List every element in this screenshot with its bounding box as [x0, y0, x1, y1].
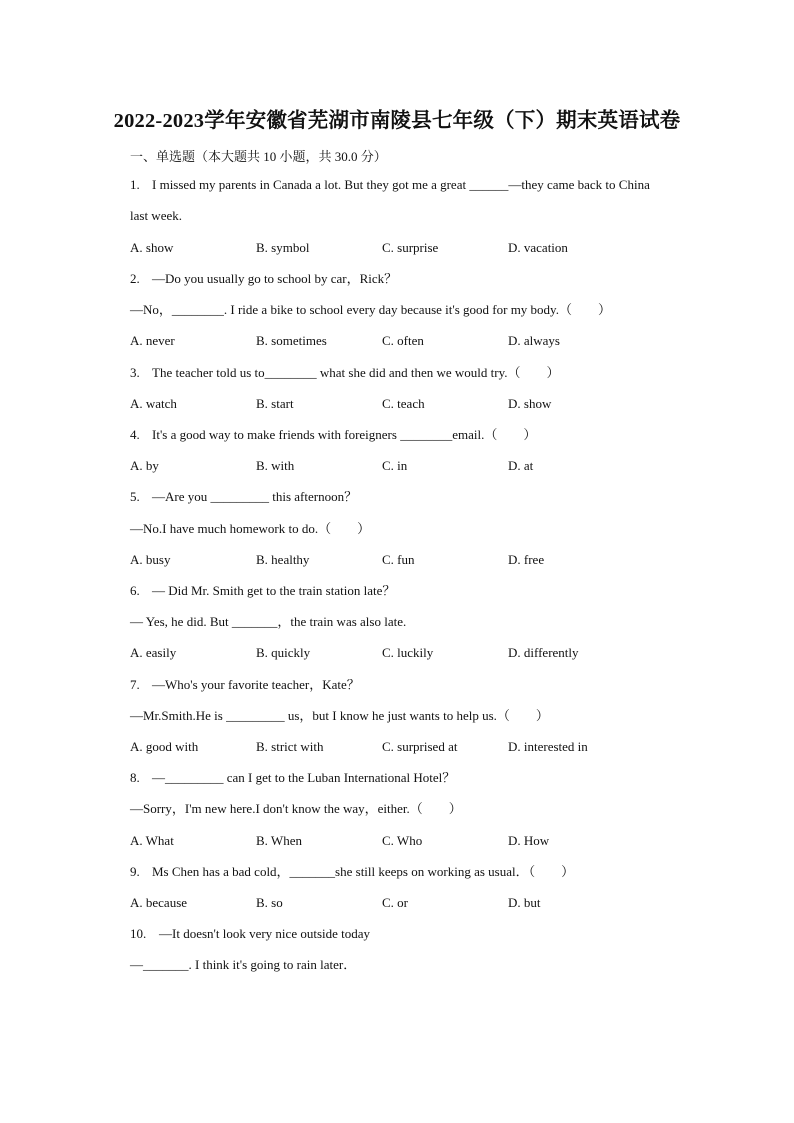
option-a[interactable]: A. easily	[130, 645, 177, 660]
option-b[interactable]: B. so	[256, 895, 283, 910]
question-1-line-2: last week.	[130, 208, 182, 223]
option-d[interactable]: D. differently	[508, 645, 579, 660]
question-10-line-1	[130, 926, 370, 942]
question-2-line-1	[130, 271, 397, 287]
option-d[interactable]: D. interested in	[508, 739, 588, 754]
question-text: The teacher told us to________ what she did and then we would try.（ ）	[152, 365, 560, 380]
option-c[interactable]: C. fun	[382, 552, 415, 567]
question-text: —It doesn't look very nice outside today	[159, 926, 371, 941]
option-b[interactable]: B. sometimes	[256, 333, 327, 348]
option-b[interactable]: B. quickly	[256, 645, 311, 660]
question-7-line-1	[130, 677, 360, 693]
question-number: 3.	[130, 365, 140, 380]
option-a[interactable]: A. show	[130, 240, 174, 255]
question-number: 9.	[130, 864, 140, 879]
question-10-line-2: —_______. I think it's going to rain later．	[130, 957, 357, 972]
option-c[interactable]: C. teach	[382, 396, 425, 411]
option-a[interactable]: A. because	[130, 895, 188, 910]
question-9-line-1	[130, 864, 574, 880]
option-c[interactable]: C. in	[382, 458, 408, 473]
option-c[interactable]: C. Who	[382, 833, 423, 848]
option-a[interactable]: A. watch	[130, 396, 177, 411]
question-4-line-1	[130, 427, 536, 443]
page-title: 2022-2023学年安徽省芜湖市南陵县七年级（下）期末英语试卷	[113, 110, 681, 132]
question-2-line-2: —No，________. I ride a bike to school every day because it's good for my body.（ ）	[130, 302, 611, 317]
question-number: 2.	[130, 271, 140, 286]
section-heading: 一、单选题（本大题共 10 小题，共 30.0 分）	[130, 149, 387, 164]
question-text: —Are you _________ this afternoon？	[152, 489, 358, 504]
option-b[interactable]: B. start	[256, 396, 294, 411]
question-text: I missed my parents in Canada a lot. But they got me a great ______—they came back to China	[152, 177, 650, 192]
question-6-line-2: — Yes, he did. But _______，the train was also late.	[130, 614, 407, 629]
option-d[interactable]: D. at	[508, 458, 534, 473]
question-text: Ms Chen has a bad cold，_______she still keeps on working as usual．（ ）	[152, 864, 575, 879]
option-d[interactable]: D. free	[508, 552, 545, 567]
option-c[interactable]: C. often	[382, 333, 424, 348]
option-b[interactable]: B. symbol	[256, 240, 310, 255]
question-text: It's a good way to make friends with foreigners ________email.（ ）	[152, 427, 537, 442]
question-text: —Do you usually go to school by car，Rick？	[152, 271, 398, 286]
question-number: 8.	[130, 770, 140, 785]
question-number: 1.	[130, 177, 140, 192]
option-c[interactable]: C. surprise	[382, 240, 439, 255]
question-8-line-2: —Sorry，I'm new here.I don't know the way，either.（ ）	[130, 801, 462, 816]
question-8-line-1	[130, 770, 455, 786]
option-a[interactable]: A. by	[130, 458, 159, 473]
question-number: 6.	[130, 583, 140, 598]
option-b[interactable]: B. When	[256, 833, 302, 848]
option-d[interactable]: D. How	[508, 833, 550, 848]
option-d[interactable]: D. always	[508, 333, 560, 348]
option-b[interactable]: B. healthy	[256, 552, 310, 567]
question-text: —_________ can I get to the Luban International Hotel？	[152, 770, 456, 785]
option-c[interactable]: C. or	[382, 895, 408, 910]
question-number: 4.	[130, 427, 140, 442]
question-3-line-1	[130, 365, 560, 381]
question-5-line-1	[130, 489, 357, 505]
question-5-line-2: —No.I have much homework to do.（ ）	[130, 521, 371, 536]
question-text: — Did Mr. Smith get to the train station late？	[152, 583, 396, 598]
option-c[interactable]: C. surprised at	[382, 739, 458, 754]
option-a[interactable]: A. busy	[130, 552, 171, 567]
option-d[interactable]: D. vacation	[508, 240, 568, 255]
option-c[interactable]: C. luckily	[382, 645, 434, 660]
option-a[interactable]: A. good with	[130, 739, 199, 754]
option-a[interactable]: A. never	[130, 333, 175, 348]
question-1-line-1	[130, 177, 650, 193]
question-7-line-2: —Mr.Smith.He is _________ us，but I know he just wants to help us.（ ）	[130, 708, 549, 723]
question-6-line-1	[130, 583, 395, 599]
option-b[interactable]: B. strict with	[256, 739, 324, 754]
question-number: 5.	[130, 489, 140, 504]
option-b[interactable]: B. with	[256, 458, 295, 473]
question-number: 7.	[130, 677, 140, 692]
option-d[interactable]: D. show	[508, 396, 552, 411]
option-a[interactable]: A. What	[130, 833, 174, 848]
option-d[interactable]: D. but	[508, 895, 541, 910]
question-number: 10.	[130, 926, 147, 941]
question-text: —Who's your favorite teacher，Kate？	[152, 677, 360, 692]
